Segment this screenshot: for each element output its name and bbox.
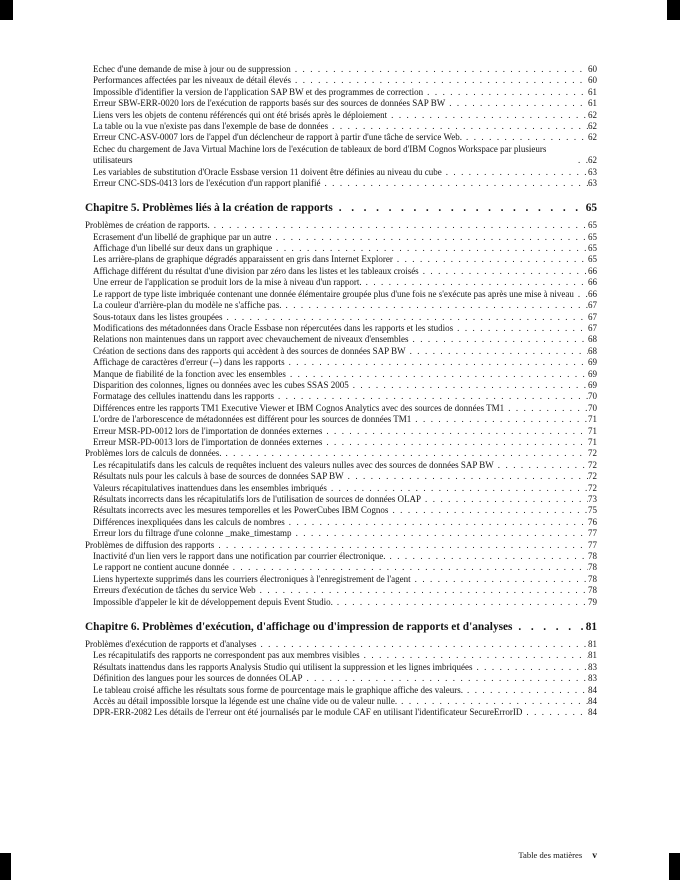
toc-entry-page: 67 (588, 322, 597, 333)
toc-entry[interactable] (85, 277, 597, 288)
toc-entry[interactable] (85, 426, 597, 437)
toc-entry-label: Chapitre 6. Problèmes d'exécution, d'affichage ou d'impression de rapports et d'analyses (85, 621, 513, 634)
toc-entry-page: 71 (588, 414, 597, 425)
dot-leader (512, 621, 585, 635)
dot-leader (362, 277, 588, 288)
toc-entry-page: 65 (588, 220, 597, 231)
toc-entry-page: 70 (588, 391, 597, 402)
dot-leader (320, 178, 588, 189)
toc-entry-page: 70 (588, 402, 597, 413)
toc-entry-label: Définition des langues pour les sources de données OLAP (93, 673, 303, 684)
dot-leader (522, 707, 588, 718)
toc-entry-label: Affichage de caractères d'erreur (--) dans les rapports (93, 357, 285, 368)
toc-entry[interactable] (85, 494, 597, 505)
toc-entry[interactable] (85, 243, 597, 254)
dot-leader (285, 517, 588, 528)
dot-leader (409, 334, 588, 345)
toc-entry[interactable] (85, 562, 597, 573)
dot-leader (388, 505, 588, 516)
toc-entry-label: Performances affectées par les niveaux de détail élevés (93, 75, 291, 86)
toc-entry-label: Ecrasement d'un libellé de graphique par un autre (93, 231, 272, 242)
toc-entry[interactable] (85, 517, 597, 528)
toc-entry-page: 69 (588, 368, 597, 379)
toc-entry-page: 62 (588, 121, 597, 132)
toc-entry-page: 78 (588, 573, 597, 584)
toc-entry-label: La table ou la vue n'existe pas dans l'exemple de base de données (93, 121, 329, 132)
toc-entry-label: L'ordre de l'arborescence de métadonnées est différent pour les sources de données TM1 (93, 414, 412, 425)
footer-label: Table des matières (518, 850, 583, 860)
toc-entry[interactable] (85, 707, 597, 718)
toc-entry-label: Disparition des colonnes, lignes ou données avec les cubes SSAS 2005 (93, 379, 349, 390)
toc-entry[interactable] (85, 232, 597, 243)
toc-entry-page: 84 (588, 684, 597, 695)
dot-leader (463, 685, 588, 696)
dot-leader (411, 574, 588, 585)
toc-entry-page: 61 (588, 86, 597, 97)
toc-entry-page: 63 (588, 166, 597, 177)
toc-entry[interactable] (85, 471, 597, 482)
dot-leader (327, 483, 588, 494)
toc-entry-label: Le tableau croisé affiche les résultats sous forme de pourcentage mais le graphique affiche des valeurs. (93, 684, 464, 695)
toc-entry[interactable] (85, 266, 597, 277)
toc-entry[interactable] (85, 300, 597, 311)
toc-entry-label: Problèmes de diffusion des rapports (85, 539, 215, 550)
toc-entry-page: 66 (588, 265, 597, 276)
toc-entry-label: Echec d'une demande de mise à jour ou de suppression (93, 64, 291, 74)
toc-entry[interactable] (85, 685, 597, 696)
toc-entry-page: 77 (588, 539, 597, 550)
toc-chapter-heading[interactable] (85, 621, 597, 635)
dot-leader (411, 414, 588, 425)
dot-leader (285, 357, 588, 368)
toc-entry[interactable] (85, 551, 597, 562)
toc-entry-label: Sous-totaux dans les listes groupées (93, 311, 223, 322)
toc-entry-page: 60 (588, 64, 597, 74)
toc-entry-page: 60 (588, 75, 597, 86)
dot-leader (574, 289, 588, 300)
dot-leader (445, 98, 588, 109)
dot-leader (302, 673, 588, 684)
toc-entry-page: 73 (588, 494, 597, 505)
toc-entry-label: Valeurs récapitulatives inattendues dans les ensembles imbriqués (93, 482, 327, 493)
dot-leader (291, 75, 588, 86)
dot-leader (421, 494, 588, 505)
toc-entry-label: Création de sections dans des rapports qui accèdent à des sources de données SAP BW (93, 345, 406, 356)
toc-entry-page: 69 (588, 357, 597, 368)
dot-leader (272, 243, 588, 254)
dot-leader (256, 585, 588, 596)
toc-entry-label: Chapitre 5. Problèmes liés à la création de rapports (85, 202, 333, 215)
toc-entry-page: 75 (588, 505, 597, 516)
toc-entry-label: Problèmes lors de calculs de données. (85, 448, 222, 459)
toc-entry-page: 65 (585, 202, 597, 215)
toc-entry-label: Résultats incorrects dans les récapitulatifs lors de l'utilisation de sources de données OLAP (93, 494, 422, 505)
toc-entry-label: Affichage différent du résultat d'une division par zéro dans les listes et les tableaux croisés (93, 265, 419, 276)
toc-entry-label: Impossible d'identifier la version de l'application SAP BW et des programmes de correction (93, 86, 424, 97)
toc-entry-page: 83 (588, 661, 597, 672)
toc-entry[interactable] (85, 391, 597, 402)
toc-entry-label: Différences inexpliquées dans les calculs de nombres (93, 516, 285, 527)
toc-entry[interactable] (85, 110, 597, 121)
dot-leader (494, 460, 588, 471)
toc-entry[interactable] (85, 662, 597, 673)
toc-entry-page: 66 (588, 288, 597, 299)
toc-entry[interactable] (85, 254, 597, 265)
toc-entry-page: 72 (588, 448, 597, 459)
dot-leader (472, 662, 588, 673)
toc-entry[interactable] (85, 673, 597, 684)
toc-entry[interactable] (85, 323, 597, 334)
toc-entry[interactable] (85, 696, 597, 707)
dot-leader (349, 380, 588, 391)
toc-entry-label: Problèmes d'exécution de rapports et d'analyses (85, 638, 257, 649)
toc-entry-label: Résultats nuls pour les calculs à base de sources de données SAP BW (93, 471, 344, 482)
dot-leader (210, 220, 588, 231)
toc-entry-label: Formatage des cellules inattendu dans les rapports (93, 391, 274, 402)
toc-entry[interactable] (85, 132, 597, 143)
dot-leader (214, 540, 588, 551)
crop-mark-top-right (667, 0, 680, 20)
dot-leader (229, 562, 588, 573)
toc-entry[interactable] (85, 540, 597, 551)
dot-leader (274, 391, 588, 402)
toc-entry[interactable] (85, 528, 597, 539)
toc-entry-page: 84 (588, 695, 597, 706)
toc-entry[interactable] (85, 75, 597, 86)
toc-entry-label: Erreur CNC-ASV-0007 lors de l'appel d'un déclencheur de rapport à partir d'une tâche de service Web. (93, 132, 463, 143)
toc-entry-label: Inactivité d'un lien vers le rapport dans une notification par courrier électronique. (93, 551, 386, 562)
toc-entry-label: La couleur d'arrière-plan du modèle ne s'affiche pas. (93, 300, 282, 311)
toc-entry-label: Problèmes de création de rapports. (85, 220, 210, 231)
toc-entry-page: 81 (585, 621, 597, 634)
toc-entry-label: Résultats inattendus dans les rapports Analysis Studio qui utilisent la suppression et les lignes imbriquées (93, 661, 473, 672)
toc-entry[interactable] (85, 483, 597, 494)
toc-entry[interactable] (85, 178, 597, 189)
toc-entry-page: 78 (588, 585, 597, 596)
dot-leader (453, 323, 588, 334)
dot-leader (256, 639, 588, 650)
toc-entry[interactable] (85, 334, 597, 345)
toc-entry[interactable] (85, 312, 597, 323)
toc-entry-label: Résultats incorrects avec les mesures temporelles et les PowerCubes IBM Cognos (93, 505, 389, 516)
toc-entry[interactable] (85, 650, 597, 661)
toc-chapter-heading[interactable] (85, 202, 597, 216)
toc-entry-page: 76 (588, 516, 597, 527)
dot-leader (322, 426, 588, 437)
toc-entry-label: Les récapitulatifs des rapports ne correspondent pas aux membres visibles (93, 650, 360, 661)
crop-mark-bottom-right (669, 853, 680, 880)
toc-entry[interactable] (85, 98, 597, 109)
toc-entry-page: 71 (588, 436, 597, 447)
toc-entry-label: Impossible d'appeler le kit de développement depuis Event Studio. (93, 596, 333, 607)
toc-entry-label: Le rapport ne contient aucune donnée (93, 562, 229, 573)
toc-entry[interactable] (85, 289, 597, 300)
toc-entry-page: 78 (588, 551, 597, 562)
toc-entry-page: 61 (588, 98, 597, 109)
toc-entry[interactable] (85, 585, 597, 596)
toc-entry-label: Les arrière-plans de graphique dégradés apparaissent en gris dans Internet Explorer (93, 254, 393, 265)
toc-entry[interactable] (85, 574, 597, 585)
dot-leader (393, 254, 588, 265)
toc-entry-label: Liens hypertexte supprimés dans les courriers électroniques à l'enregistrement de l'agent (93, 573, 411, 584)
dot-leader (397, 696, 588, 707)
toc-entry-page: 81 (588, 650, 597, 661)
toc-entry-label: Erreur SBW-ERR-0020 lors de l'exécution de rapports basés sur des sources de données SAP BW (93, 98, 446, 109)
toc-entry-page: 79 (588, 596, 597, 607)
toc-entry[interactable] (85, 639, 597, 650)
page-footer (518, 850, 597, 861)
toc-entry[interactable] (85, 380, 597, 391)
crop-mark-bottom-left (0, 853, 11, 880)
toc-entry[interactable] (85, 369, 597, 380)
toc-entry-page: 71 (588, 425, 597, 436)
toc-entry[interactable] (85, 437, 597, 448)
toc-entry-page: 67 (588, 300, 597, 311)
toc-entry-label: Erreurs d'exécution de tâches du service Web (93, 585, 256, 596)
crop-mark-top-left (0, 0, 13, 20)
dot-leader (360, 650, 588, 661)
dot-leader (574, 155, 588, 166)
toc-entry-page: 83 (588, 673, 597, 684)
dot-leader (291, 64, 588, 75)
toc-entry-label: Modifications des métadonnées dans Oracle Essbase non répercutées dans les rapports et les studios (93, 322, 454, 333)
toc-entry[interactable] (85, 505, 597, 516)
toc-entry-page: 65 (588, 231, 597, 242)
toc-entry-page: 62 (588, 132, 597, 143)
toc-entry[interactable] (85, 167, 597, 178)
dot-leader (386, 551, 588, 562)
toc-entry-page: 72 (588, 482, 597, 493)
toc-entry[interactable] (85, 414, 597, 425)
toc-entry-label: Différences entre les rapports TM1 Executive Viewer et IBM Cognos Analytics avec des sources de données TM1 (93, 402, 505, 413)
toc-entry-label: Les récapitulatifs dans les calculs de requêtes incluent des valeurs nulles avec des sources de données SAP BW (93, 459, 494, 470)
dot-leader (292, 528, 588, 539)
toc-entry-label: Accès au détail impossible lorsque la légende est une chaîne vide ou de valeur nulle. (93, 695, 398, 706)
toc-entry-page: 69 (588, 379, 597, 390)
toc-entry-label: Une erreur de l'application se produit lors de la mise à niveau d'un rapport. (93, 277, 362, 288)
toc-entry-page: 72 (588, 471, 597, 482)
toc-list (85, 64, 597, 719)
toc-entry-page: 62 (588, 155, 597, 166)
toc-entry-page: 65 (588, 254, 597, 265)
toc-entry-label: Les variables de substitution d'Oracle Essbase version 11 doivent être définies au niveau du cube (93, 166, 442, 177)
dot-leader (328, 121, 588, 132)
toc-entry-label: Manque de fiabilité de la fonction avec les ensembles (93, 368, 286, 379)
toc-entry-page: 68 (588, 334, 597, 345)
toc-entry-page: 81 (588, 638, 597, 649)
dot-leader (333, 597, 588, 608)
dot-leader (462, 132, 588, 143)
toc-entry-page: 77 (588, 528, 597, 539)
toc-entry-page: 68 (588, 345, 597, 356)
toc-entry-label: Erreur MSR-PD-0012 lors de l'importation de données externes (93, 425, 323, 436)
toc-entry[interactable] (85, 346, 597, 357)
toc-entry[interactable] (85, 597, 597, 608)
toc-entry-label: Erreur CNC-SDS-0413 lors de l'exécution d'un rapport planifié (93, 178, 321, 189)
dot-leader (504, 403, 588, 414)
footer-page-number: v (592, 850, 597, 861)
toc-entry[interactable] (85, 357, 597, 368)
toc-entry-page: 62 (588, 109, 597, 120)
toc-entry[interactable] (85, 220, 597, 231)
toc-entry-label: Erreur MSR-PD-0013 lors de l'importation de données externes (93, 436, 323, 447)
dot-leader (221, 448, 588, 459)
toc-entry-page: 78 (588, 562, 597, 573)
dot-leader (423, 87, 588, 98)
toc-entry-label: Le rapport de type liste imbriquée contenant une donnée élémentaire groupée plus d'une fois ne s'exécute pas après une mise à niveau (93, 288, 574, 299)
dot-leader (387, 110, 588, 121)
toc-entry-label: Affichage d'un libellé sur deux dans un graphique (93, 243, 273, 254)
toc-entry-label: Erreur lors du filtrage d'une colonne _make_timestamp (93, 528, 292, 539)
toc-entry-page: 65 (588, 243, 597, 254)
dot-leader (286, 369, 588, 380)
toc-entry-page: 67 (588, 311, 597, 322)
dot-leader (442, 167, 588, 178)
toc-entry-page: 84 (588, 707, 597, 718)
dot-leader (271, 232, 588, 243)
toc-entry[interactable] (85, 87, 597, 98)
toc-entry-page: 66 (588, 277, 597, 288)
dot-leader (322, 437, 588, 448)
toc-entry[interactable] (85, 403, 597, 414)
toc-entry-page: 72 (588, 459, 597, 470)
toc-entry-page: 63 (588, 178, 597, 189)
toc-entry[interactable] (85, 121, 597, 132)
toc-entry[interactable] (85, 460, 597, 471)
dot-leader (344, 471, 588, 482)
dot-leader (223, 312, 589, 323)
dot-leader (419, 266, 588, 277)
toc-entry[interactable] (85, 448, 597, 459)
dot-leader (406, 346, 588, 357)
toc-entry-label: Relations non maintenues dans un rapport avec chevauchement de niveaux d'ensembles (93, 334, 409, 345)
toc-entry-label: DPR-ERR-2082 Les détails de l'erreur ont été journalisés par le module CAF en utilisant l'identificateur SecureErrorID (93, 707, 523, 718)
dot-leader (282, 300, 589, 311)
toc-entry[interactable] (85, 144, 597, 167)
toc-entry-label: Liens vers les objets de contenu référencés qui ont été brisés après le déploiement (93, 109, 388, 120)
toc-entry-label: Echec du chargement de Java Virtual Machine lors de l'exécution de tableaux de bord d'IBM Cognos Workspace par plusieurs utilisateurs (93, 143, 547, 166)
dot-leader (333, 202, 586, 216)
toc-entry[interactable] (85, 64, 597, 75)
